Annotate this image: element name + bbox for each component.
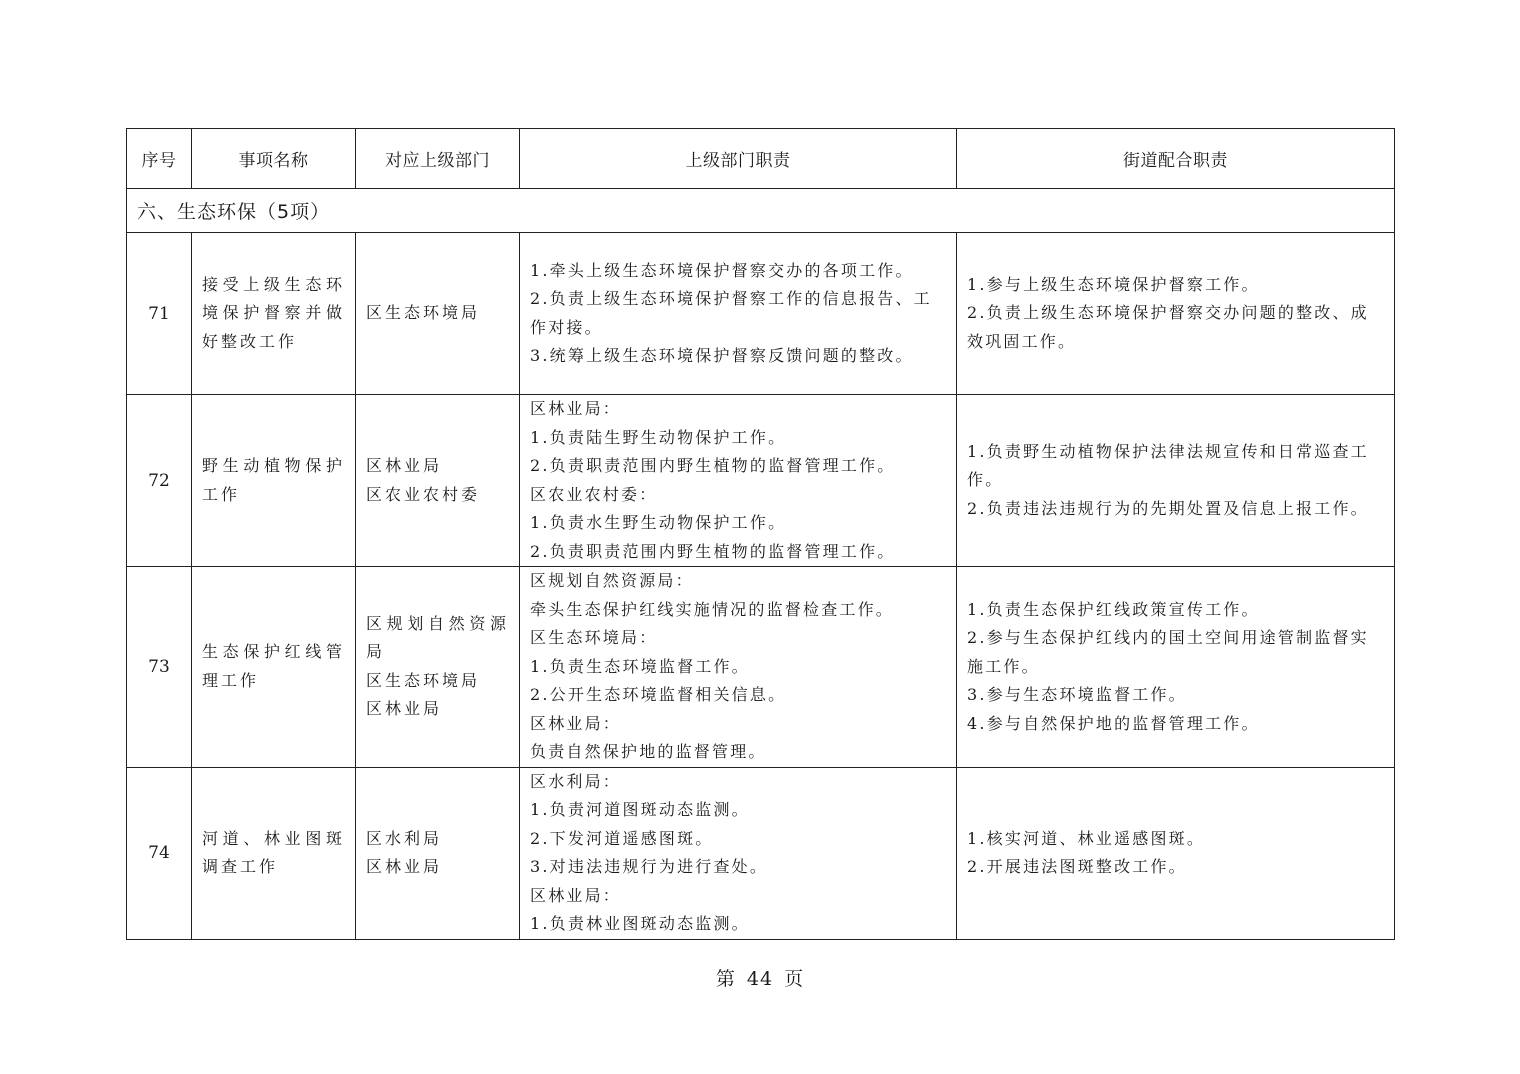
duty-line: 2.负责上级生态环境保护督察交办问题的整改、成效巩固工作。 [967,303,1369,351]
header-upper-dept: 对应上级部门 [356,129,520,189]
table-row [127,233,1395,395]
street-duties-cell [957,233,1395,395]
duty-line: 2.负责违法违规行为的先期处置及信息上报工作。 [967,498,1369,518]
duty-line: 1.负责河道图斑动态监测。 [530,800,750,819]
page-suffix: 页 [784,968,805,990]
item-name: 生态保护红线管理工作 [192,567,356,768]
duty-line: 2.下发河道遥感图斑。 [530,828,714,848]
dept-line: 区生态环境局 [366,670,481,690]
dept-line: 区水利局 [366,828,443,848]
upper-dept-cell [356,395,520,567]
duty-line: 2.公开生态环境监督相关信息。 [530,685,787,704]
table-row [127,567,1395,768]
duty-line: 1.负责林业图斑动态监测。 [530,914,750,933]
duty-line: 区水利局： [530,771,622,791]
item-name: 河道、林业图斑调查工作 [192,767,356,939]
duty-line: 牵头生态保护红线实施情况的监督检查工作。 [530,599,895,619]
street-duties-cell [957,767,1395,939]
header-item-name: 事项名称 [192,129,356,189]
duty-line: 2.负责上级生态环境保护督察工作的信息报告、工作对接。 [530,289,932,337]
upper-dept-cell [356,233,520,395]
responsibility-table [126,128,1395,940]
duty-line: 1.参与上级生态环境保护督察工作。 [967,274,1260,294]
dept-line: 区生态环境局 [366,303,481,323]
header-upper-duties: 上级部门职责 [520,129,957,189]
upper-duties-cell [520,395,957,567]
dept-line: 区规划自然资源局 [366,613,509,662]
dept-line: 区农业农村委 [366,484,481,504]
duty-line: 2.负责职责范围内野生植物的监督管理工作。 [530,456,896,475]
dept-line: 区林业局 [366,456,443,475]
duty-line: 1.核实河道、林业遥感图斑。 [967,828,1206,848]
duty-line: 3.对违法违规行为进行查处。 [530,857,769,876]
duty-line: 3.统筹上级生态环境保护督察反馈问题的整改。 [530,346,914,365]
duty-line: 2.负责职责范围内野生植物的监督管理工作。 [530,541,896,561]
duty-line: 1.牵头上级生态环境保护督察交办的各项工作。 [530,260,914,280]
duty-line: 区林业局： [530,713,622,733]
duty-line: 1.负责陆生野生动物保护工作。 [530,427,787,447]
duty-line: 1.负责水生野生动物保护工作。 [530,513,787,532]
duty-line: 区生态环境局： [530,628,658,647]
duty-line: 2.参与生态保护红线内的国土空间用途管制监督实施工作。 [967,628,1369,676]
duty-line: 1.负责生态环境监督工作。 [530,656,750,676]
header-serial: 序号 [127,129,192,189]
duty-line: 负责自然保护地的监督管理。 [530,742,767,761]
duty-line: 区规划自然资源局： [530,571,694,590]
table-row [127,767,1395,939]
upper-duties-cell [520,233,957,395]
page-number: 44 [746,968,774,990]
item-name: 接受上级生态环境保护督察并做好整改工作 [192,233,356,395]
upper-dept-cell [356,767,520,939]
street-duties-cell [957,395,1395,567]
row-number: 72 [127,395,192,567]
upper-duties-cell [520,567,957,768]
duty-line: 1.负责野生动植物保护法律法规宣传和日常巡查工作。 [967,441,1369,490]
item-name: 野生动植物保护工作 [192,395,356,567]
table-header-row [127,129,1395,189]
upper-duties-cell [520,767,957,939]
duty-line: 区林业局： [530,399,622,418]
row-number: 73 [127,567,192,768]
page-prefix: 第 [715,968,736,990]
duty-line: 区林业局： [530,885,622,905]
dept-line: 区林业局 [366,857,443,876]
header-street-duties: 街道配合职责 [957,129,1395,189]
street-duties-cell [957,567,1395,768]
responsibility-table-container [126,128,1394,940]
section-row [127,189,1395,233]
section-title: 六、生态环保（5项） [127,189,1395,233]
duty-line: 2.开展违法图斑整改工作。 [967,857,1187,876]
row-number: 71 [127,233,192,395]
duty-line: 区农业农村委： [530,484,658,504]
row-number: 74 [127,767,192,939]
upper-dept-cell [356,567,520,768]
duty-line: 3.参与生态环境监督工作。 [967,685,1187,704]
duty-line: 4.参与自然保护地的监督管理工作。 [967,713,1260,733]
duty-line: 1.负责生态保护红线政策宣传工作。 [967,599,1260,619]
dept-line: 区林业局 [366,699,443,719]
table-row [127,395,1395,567]
page-footer [0,964,1520,991]
